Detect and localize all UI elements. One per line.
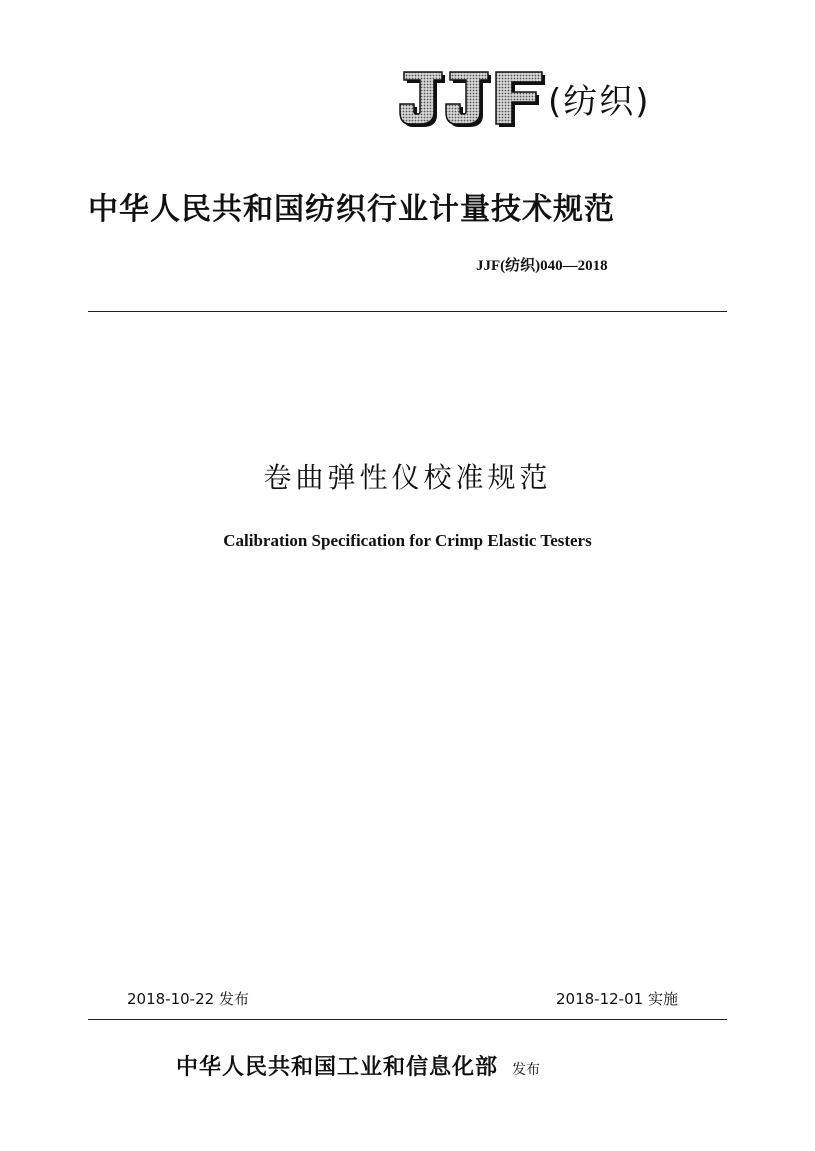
document-title-en: Calibration Specification for Crimp Elastic Testers bbox=[223, 531, 592, 550]
logo-suffix: (纺织) bbox=[548, 82, 651, 122]
jjf-logo-mark bbox=[396, 68, 548, 128]
logo-letter-j1 bbox=[400, 72, 445, 127]
logo-letter-f bbox=[496, 72, 545, 127]
issuer-name: 中华人民共和国工业和信息化部 bbox=[176, 1054, 499, 1080]
issue-date: 2018-10-22 发布 bbox=[127, 990, 249, 1008]
implementation-date: 2018-12-01 实施 bbox=[556, 990, 678, 1008]
top-divider bbox=[88, 311, 727, 312]
document-title-cn: 卷曲弹性仪校准规范 bbox=[263, 461, 552, 494]
jjf-logo bbox=[396, 64, 696, 134]
issuer-line bbox=[176, 1050, 540, 1081]
bottom-divider bbox=[88, 1019, 727, 1020]
main-title: 中华人民共和国纺织行业计量技术规范 bbox=[88, 192, 615, 227]
standard-number: JJF(纺织)040—2018 bbox=[476, 258, 608, 274]
logo-letter-j2 bbox=[446, 72, 491, 127]
issuer-suffix: 发布 bbox=[512, 1062, 541, 1078]
